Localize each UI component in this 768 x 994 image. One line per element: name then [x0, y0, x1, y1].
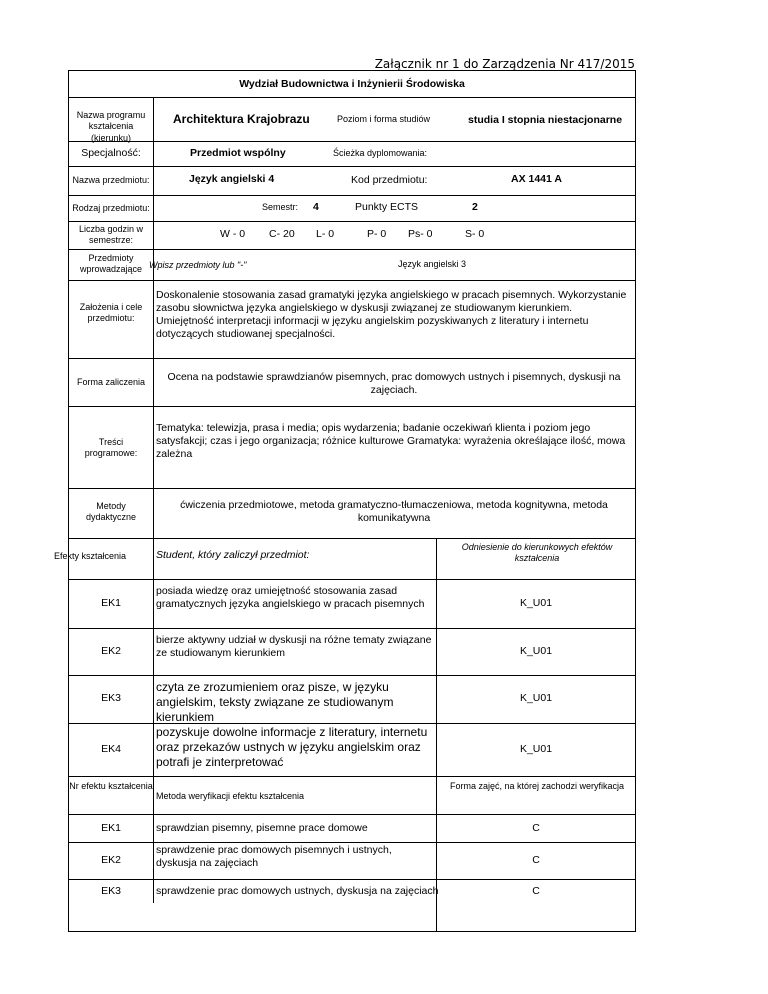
subject-label: Nazwa przedmiotu: [72, 175, 150, 185]
course-card-table [54, 70, 636, 932]
verification-id: EK1 [101, 822, 121, 834]
code-value: AX 1441 A [511, 173, 562, 185]
methods-label: Metody dydaktyczne [85, 501, 137, 523]
content-label: Treści programowe: [84, 437, 138, 459]
hours-label: Liczba godzin w semestrze: [78, 224, 144, 246]
content-text: Tematyka: telewizja, prasa i media; opis wydarzenia; badanie oczekiwań klienta i poziom jego satysfakcji; czas i jego organizacja; różnice kulturowe Gramatyka: wyrażenia określające ilość, mowa zależna [156, 422, 626, 461]
code-label: Kod przedmiotu: [351, 174, 428, 186]
level-value: studia I stopnia niestacjonarne [468, 114, 623, 126]
program-value: Architektura Krajobrazu [173, 112, 310, 126]
prereq-label: Przedmioty wprowadzające [79, 253, 143, 275]
outcome-id: EK4 [101, 743, 121, 755]
hours-w: W - 0 [220, 228, 246, 240]
verification-form: C [532, 822, 540, 834]
hours-c: C- 20 [269, 228, 295, 240]
column-divider [153, 97, 154, 903]
path-label: Ścieżka dyplomowania: [333, 148, 428, 158]
verification-id: EK2 [101, 854, 121, 866]
verification-id: EK3 [101, 885, 121, 897]
outcome-ref: K_U01 [519, 645, 553, 657]
verification-method-label: Metoda weryfikacji efektu kształcenia [156, 791, 305, 801]
verification-form: C [532, 885, 540, 897]
faculty-title: Wydział Budownictwa i Inżynierii Środowiska [239, 78, 465, 90]
outcome-id: EK2 [101, 645, 121, 657]
outcome-text: pozyskuje dowolne informacje z literatury, internetu oraz przekazów ustnych w języku angielskim oraz potrafi je zinterpretować [156, 725, 428, 769]
prereq-value: Język angielski 3 [398, 259, 467, 269]
subject-value: Język angielski 4 [189, 173, 275, 185]
hours-s: S- 0 [465, 228, 485, 240]
methods-text: ćwiczenia przedmiotowe, metoda gramatyczno-tłumaczeniowa, metoda kognitywna, metoda komunikatywna [180, 499, 608, 525]
assessment-text: Ocena na podstawie sprawdzianów pisemnych, prac domowych ustnych i pisemnych, dyskusji na zajęciach. [167, 371, 621, 397]
outcome-text: bierze aktywny udział w dyskusji na różne tematy związane ze studiowanym kierunkiem [156, 634, 432, 660]
verification-method: sprawdzenie prac domowych ustnych, dyskusja na zajęciach [156, 885, 439, 897]
outcome-ref: K_U01 [519, 597, 553, 609]
semester-value: 4 [313, 201, 319, 213]
goals-label: Założenia i cele przedmiotu: [79, 302, 143, 324]
assessment-label: Forma zaliczenia [76, 377, 146, 387]
outcomes-ref-label: Odniesienie do kierunkowych efektów kształcenia [461, 542, 613, 564]
annex-note: Załącznik nr 1 do Zarządzenia Nr 417/2015 [374, 57, 635, 71]
outcome-ref: K_U01 [519, 743, 553, 755]
hours-p: P- 0 [367, 228, 387, 240]
outcomes-label: Efekty kształcenia [54, 551, 127, 561]
outcomes-student-label: Student, który zaliczył przedmiot: [156, 549, 310, 561]
outcome-ref: K_U01 [519, 692, 553, 704]
goals-text: Doskonalenie stosowania zasad gramatyki języka angielskiego w pracach pisemnych. Wykorzystanie zasobu słownictwa języka angielskiego w dyskusji związanej ze studiowanym kierunkiem. Umiejętność interpretacji informacji w języku angielskim pozyskiwanych z literatury i internetu dotyczących studiowanej specjalności. [156, 289, 627, 341]
ects-label: Punkty ECTS [355, 201, 419, 213]
level-label: Poziom i forma studiów [337, 114, 431, 124]
verification-form-label: Forma zajęć, na której zachodzi weryfikacja [449, 781, 625, 791]
hours-ps: Ps- 0 [408, 228, 433, 240]
outcome-text: posiada wiedzę oraz umiejętność stosowania zasad gramatycznych języka angielskiego w pracach pisemnych [156, 585, 425, 611]
verification-id-label: Nr efektu kształcenia [69, 781, 153, 791]
outcome-text: czyta ze zrozumieniem oraz pisze, w języku angielskim, teksty związane ze studiowanym kierunkiem [156, 680, 394, 724]
type-label: Rodzaj przedmiotu: [72, 203, 150, 213]
verification-method: sprawdzian pisemny, pisemne prace domowe [156, 822, 368, 834]
specialty-label: Specjalność: [81, 147, 141, 159]
ects-value: 2 [472, 201, 478, 213]
outcome-id: EK3 [101, 692, 121, 704]
hours-l: L- 0 [316, 228, 335, 240]
specialty-value: Przedmiot wspólny [190, 147, 286, 159]
program-label: Nazwa programu kształcenia (kierunku) [76, 110, 146, 143]
outcome-id: EK1 [101, 597, 121, 609]
verification-method: sprawdzenie prac domowych pisemnych i ustnych, dyskusja na zajęciach [156, 844, 392, 870]
verification-form: C [532, 854, 540, 866]
prereq-hint: Wpisz przedmioty lub "-" [149, 260, 247, 270]
semester-label: Semestr: [262, 202, 299, 212]
